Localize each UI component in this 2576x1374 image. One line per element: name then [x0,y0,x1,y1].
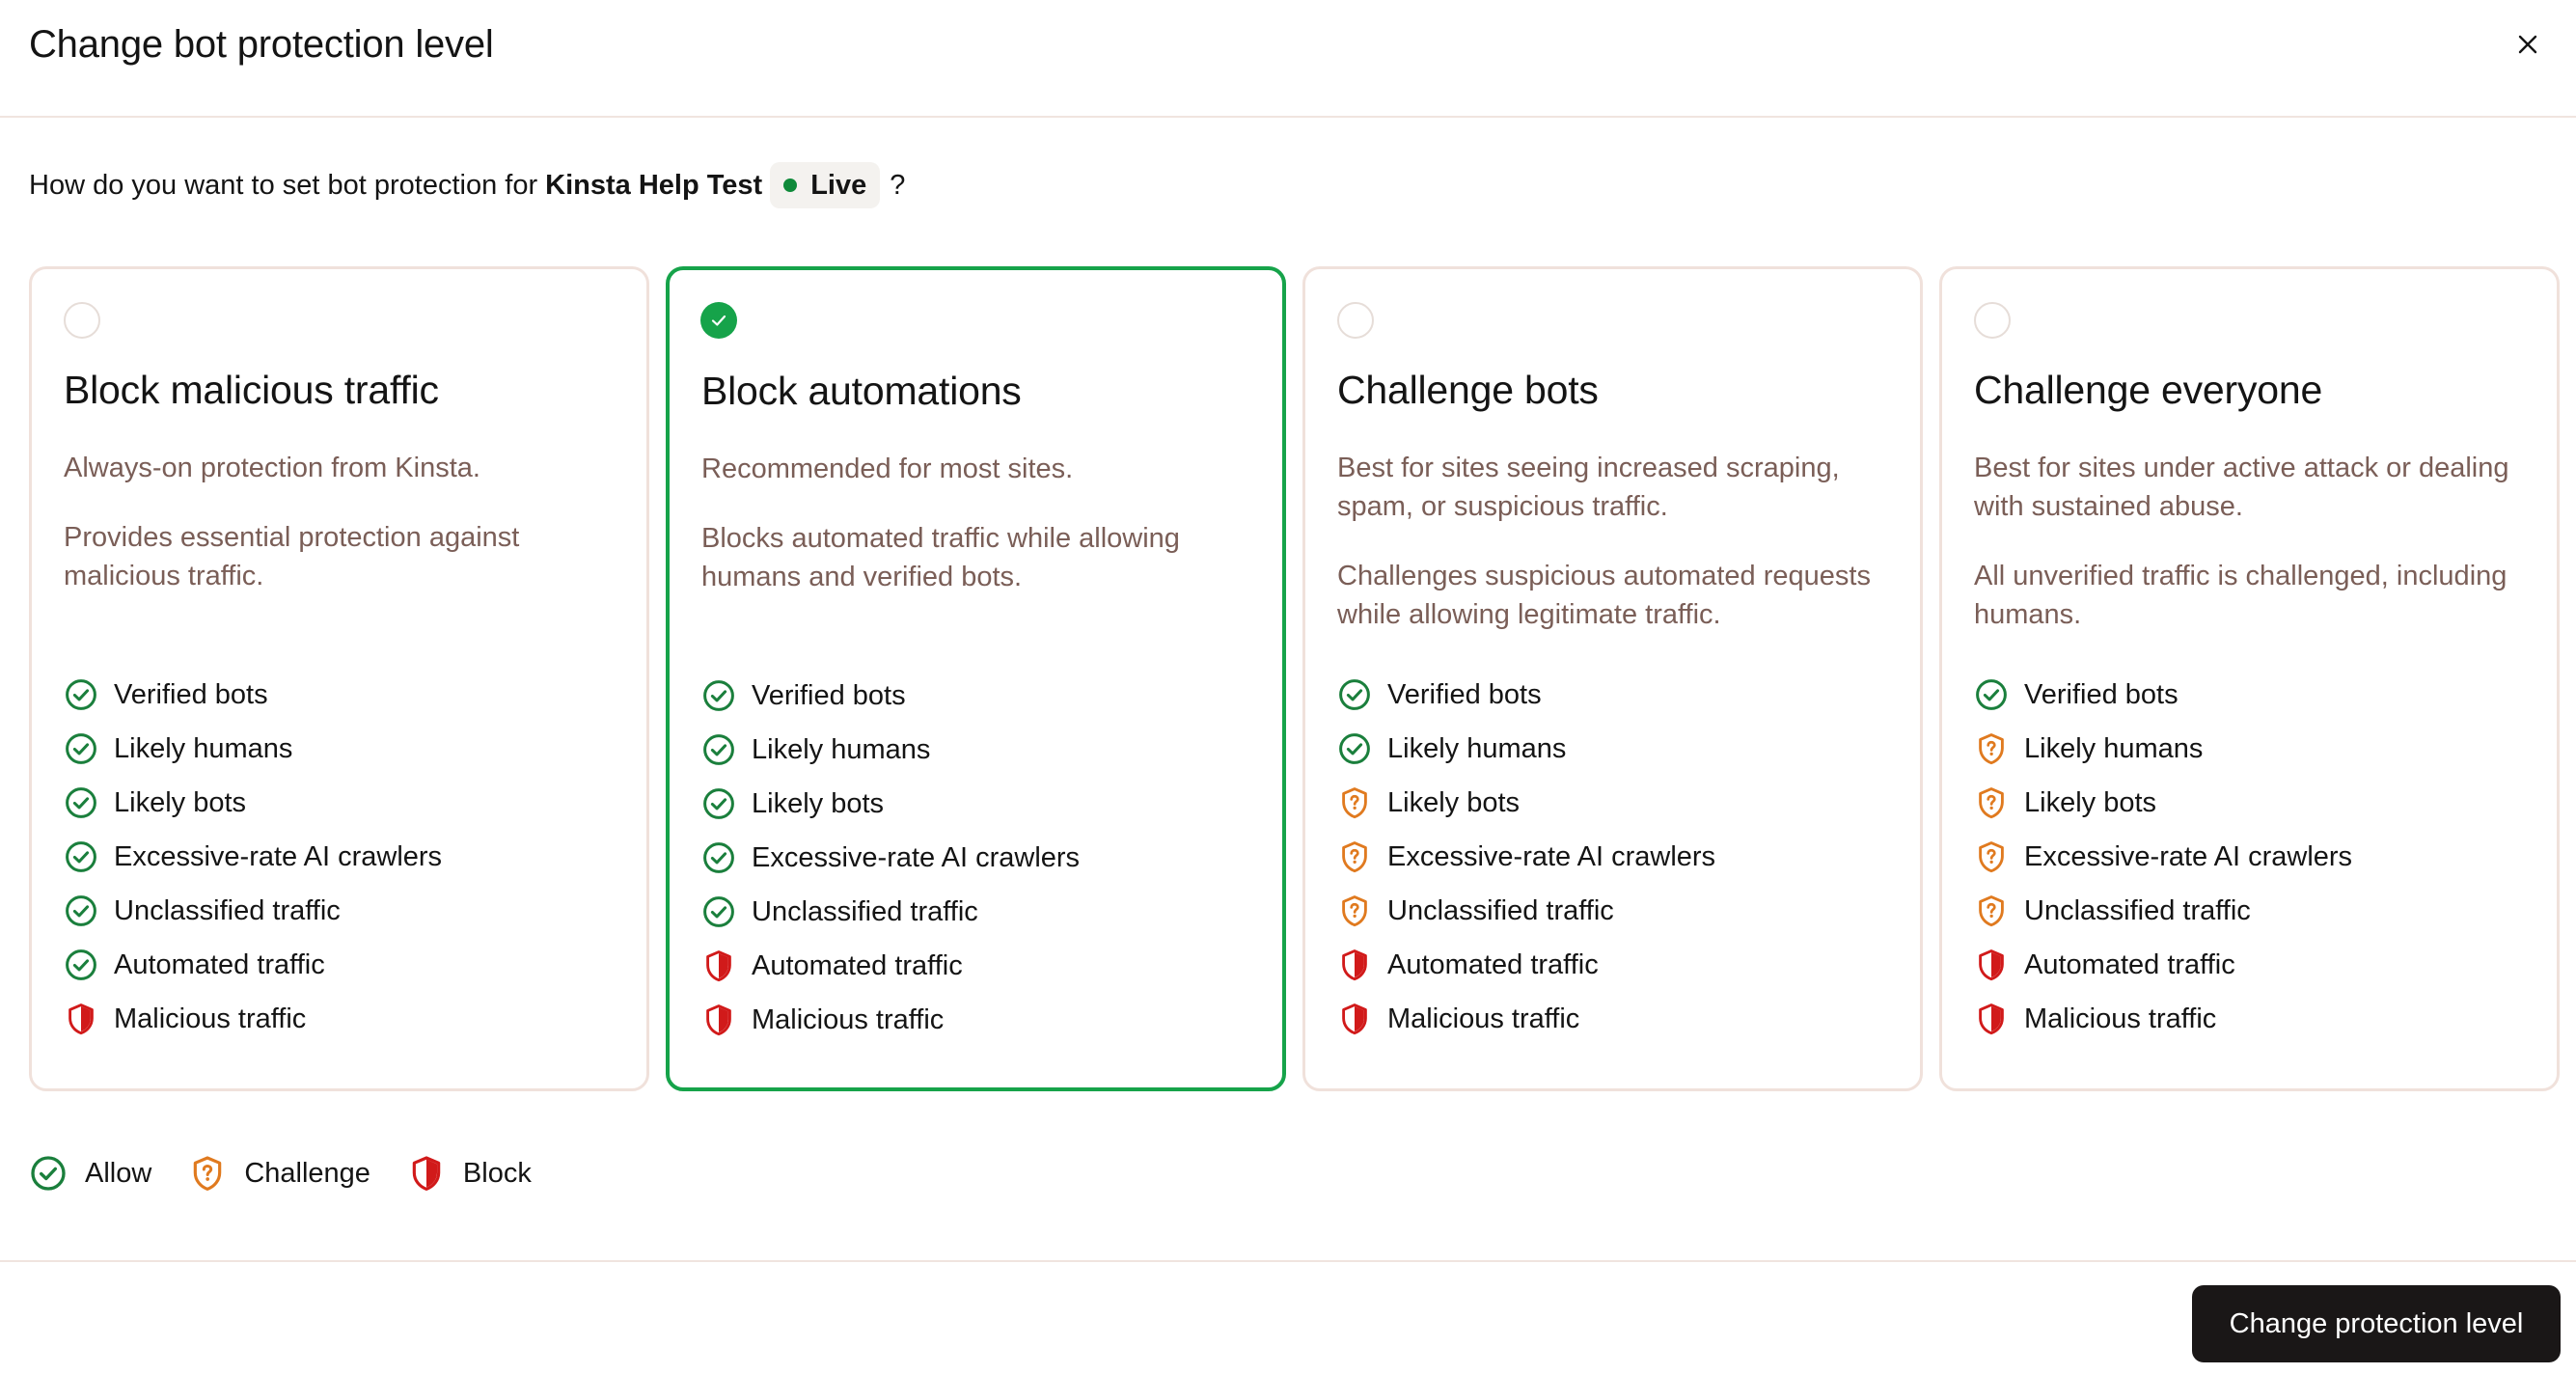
traffic-rule-item [701,669,1080,723]
check-circle-icon [701,894,736,929]
option-challenge-everyone[interactable] [1939,266,2560,1091]
check-circle-icon [29,1154,68,1193]
shield-question-icon [1974,839,2009,874]
environment-badge [770,162,880,208]
option-challenge-bots[interactable] [1302,266,1923,1091]
check-circle-icon [64,731,98,766]
protection-question [29,162,905,208]
option-block-automations[interactable] [666,266,1286,1091]
traffic-rule-label: Unclassified traffic [1387,894,1614,926]
radio-button[interactable] [64,302,100,339]
checkmark-icon [709,311,728,330]
traffic-rule-label: Malicious traffic [752,1003,945,1035]
option-description [701,450,1271,627]
check-circle-icon [64,893,98,928]
traffic-rule-item [64,830,442,884]
check-circle-icon [1337,677,1372,712]
close-icon [2517,34,2538,55]
legend-block [407,1154,532,1193]
radio-button[interactable] [1974,302,2011,339]
radio-button-selected[interactable] [700,302,737,339]
check-circle-icon [64,839,98,874]
traffic-rule-item [701,777,1080,831]
traffic-rule-label: Excessive-rate AI crawlers [114,840,443,872]
check-circle-icon [64,948,98,982]
option-detail: Blocks automated traffic while allowing humans and verified bots. [701,523,1180,592]
traffic-rule-item [64,938,442,992]
traffic-rule-label: Malicious traffic [114,1003,307,1034]
dialog-footer [0,1260,2576,1374]
close-button[interactable] [2508,25,2547,64]
change-protection-level-button[interactable]: Change protection level [2192,1285,2561,1362]
shield-block-icon [701,948,736,983]
traffic-rule-label: Automated traffic [114,948,325,980]
traffic-rule-label: Automated traffic [1387,948,1599,980]
shield-question-icon [188,1154,227,1193]
traffic-rules-list [1337,668,1715,1046]
shield-block-icon [1337,1002,1372,1036]
option-title: Challenge everyone [1974,368,2323,412]
shield-question-icon [1974,731,2009,766]
environment-label: Live [810,169,867,201]
shield-block-icon [1337,948,1372,982]
live-status-dot [783,179,797,192]
legend-challenge-label: Challenge [244,1157,370,1189]
traffic-rule-label: Likely humans [752,733,931,765]
traffic-rule-label: Likely bots [114,786,247,818]
traffic-rule-item [701,993,1080,1047]
traffic-rule-item [1974,830,2352,884]
question-suffix: ? [890,169,906,201]
traffic-rule-item [1974,776,2352,830]
site-name: Kinsta Help Test [545,169,763,201]
check-circle-icon [701,732,736,767]
check-circle-icon [64,677,98,712]
option-description [1337,449,1906,665]
shield-question-icon [1337,893,1372,928]
check-circle-icon [1337,731,1372,766]
traffic-rule-item [1974,722,2352,776]
traffic-rule-item [1337,668,1715,722]
traffic-rule-item [64,992,442,1046]
traffic-rule-label: Excessive-rate AI crawlers [2024,840,2353,872]
option-description [64,449,633,626]
traffic-rule-item [701,831,1080,885]
shield-block-icon [407,1154,446,1193]
legend-challenge [188,1154,370,1193]
traffic-rule-label: Likely humans [1387,732,1567,764]
traffic-rule-label: Excessive-rate AI crawlers [752,841,1081,873]
shield-block-icon [1974,948,2009,982]
check-circle-icon [701,678,736,713]
traffic-rule-item [1337,938,1715,992]
check-circle-icon [1974,677,2009,712]
shield-question-icon [1337,785,1372,820]
option-description [1974,449,2543,665]
option-summary: Best for sites seeing increased scraping, spam, or suspicious traffic. [1337,453,1840,522]
dialog-title: Change bot protection level [29,23,494,66]
traffic-rule-label: Verified bots [1387,678,1542,710]
legend-allow-label: Allow [85,1157,152,1189]
traffic-rule-item [1337,992,1715,1046]
dialog-header [0,0,2576,118]
traffic-rule-label: Unclassified traffic [2024,894,2251,926]
traffic-rule-item [701,723,1080,777]
traffic-rule-item [1974,884,2352,938]
traffic-rule-item [701,885,1080,939]
traffic-rule-label: Likely bots [752,787,885,819]
traffic-rule-label: Verified bots [114,678,268,710]
legend-block-label: Block [462,1157,532,1189]
shield-block-icon [1974,1002,2009,1036]
shield-question-icon [1974,785,2009,820]
traffic-rule-item [1337,776,1715,830]
legend [29,1150,568,1196]
option-title: Block malicious traffic [64,368,439,412]
traffic-rules-list [1974,668,2352,1046]
traffic-rule-label: Malicious traffic [2024,1003,2217,1034]
traffic-rule-label: Likely humans [2024,732,2204,764]
protection-level-options [29,266,2561,1091]
option-title: Block automations [701,369,1022,413]
traffic-rule-label: Automated traffic [752,949,963,981]
option-block-malicious-traffic[interactable] [29,266,649,1091]
traffic-rule-item [1337,722,1715,776]
check-circle-icon [64,785,98,820]
traffic-rule-label: Excessive-rate AI crawlers [1387,840,1716,872]
traffic-rule-label: Likely bots [2024,786,2157,818]
traffic-rules-list [701,669,1080,1047]
traffic-rule-item [64,668,442,722]
traffic-rule-item [1974,668,2352,722]
shield-question-icon [1974,893,2009,928]
shield-block-icon [64,1002,98,1036]
traffic-rule-label: Unclassified traffic [114,894,341,926]
traffic-rule-label: Likely bots [1387,786,1521,818]
question-prefix: How do you want to set bot protection for [29,169,538,201]
shield-question-icon [1337,839,1372,874]
traffic-rule-label: Unclassified traffic [752,895,978,927]
option-summary: Recommended for most sites. [701,453,1074,484]
traffic-rules-list [64,668,442,1046]
traffic-rule-item [1337,830,1715,884]
option-detail: Provides essential protection against malicious traffic. [64,522,520,591]
traffic-rule-label: Verified bots [2024,678,2179,710]
option-title: Challenge bots [1337,368,1599,412]
traffic-rule-item [1974,992,2352,1046]
radio-button[interactable] [1337,302,1374,339]
legend-allow [29,1154,151,1193]
traffic-rule-item [64,884,442,938]
traffic-rule-label: Automated traffic [2024,948,2235,980]
traffic-rule-label: Likely humans [114,732,293,764]
traffic-rule-item [64,776,442,830]
traffic-rule-item [1974,938,2352,992]
traffic-rule-label: Verified bots [752,679,906,711]
shield-block-icon [701,1003,736,1037]
option-detail: All unverified traffic is challenged, including humans. [1974,561,2507,630]
option-summary: Always-on protection from Kinsta. [64,453,480,483]
traffic-rule-item [64,722,442,776]
option-detail: Challenges suspicious automated requests while allowing legitimate traffic. [1337,561,1871,630]
traffic-rule-label: Malicious traffic [1387,1003,1580,1034]
option-summary: Best for sites under active attack or dealing with sustained abuse. [1974,453,2509,522]
traffic-rule-item [701,939,1080,993]
check-circle-icon [701,786,736,821]
traffic-rule-item [1337,884,1715,938]
check-circle-icon [701,840,736,875]
